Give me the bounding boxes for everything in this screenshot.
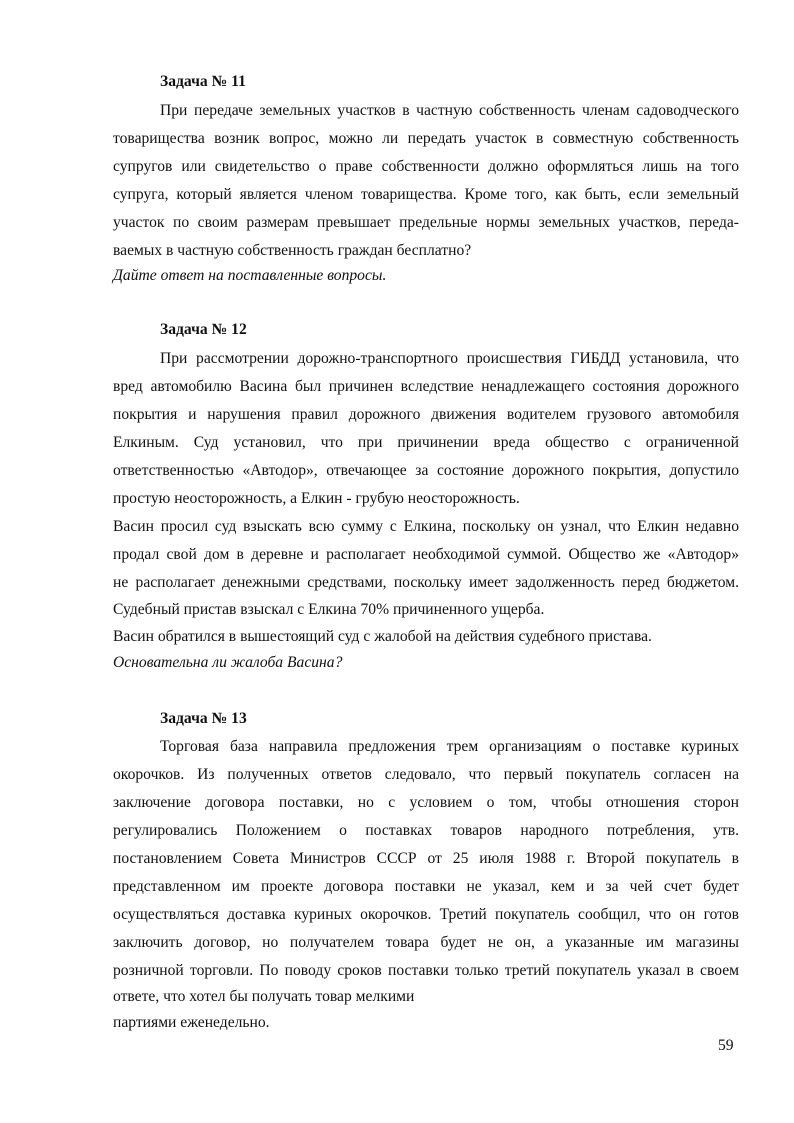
task-13-line: регулировались Положением о поставках товаров народного потребления, утв.	[113, 822, 739, 839]
task-12-line: При рассмотрении дорожно-транспортного происшествия ГИБДД установила, что	[160, 350, 739, 367]
task-13-line: партиями еженедельно.	[113, 1014, 270, 1031]
task-11-line: При передаче земельных участков в частную собственность членам садоводческого	[160, 102, 739, 119]
task-13-line: заключить договор, но получателем товара будет не он, а указанные им магазины	[113, 934, 739, 951]
task-13-line: розничной торговли. По поводу сроков поставки только третий покупатель указал в своем	[113, 962, 739, 979]
task-12-line: Елкиным. Суд установил, что при причинении вреда общество с ограниченной	[113, 434, 739, 451]
task-12-line: продал свой дом в деревне и располагает необходимой суммой. Общество же «Автодор»	[113, 546, 739, 563]
task-12-line: не располагает денежными средствами, поскольку имеет задолженность перед бюджетом.	[113, 574, 739, 591]
task-12-question: Основательна ли жалоба Васина?	[113, 654, 343, 671]
task-12-line: Судебный пристав взыскал с Елкина 70% причиненного ущерба.	[113, 601, 545, 618]
task-13-line: окорочков. Из полученных ответов следовало, что первый покупатель согласен на	[113, 766, 739, 783]
task-13-heading: Задача № 13	[160, 710, 247, 727]
task-12-heading: Задача № 12	[160, 321, 247, 338]
task-12-line: Васин просил суд взыскать всю сумму с Елкина, поскольку он узнал, что Елкин недавно	[113, 518, 739, 535]
task-11-line: товарищества возник вопрос, можно ли передать участок в совместную собственность	[113, 130, 739, 147]
task-13-line: представленном им проекте договора поставки не указал, кем и за чей счет будет	[113, 878, 739, 895]
task-12-line: Васин обратился в вышестоящий суд с жалобой на действия судебного пристава.	[113, 628, 652, 645]
task-11-line: супруга, который является членом товарищества. Кроме того, как быть, если земельный	[113, 186, 739, 203]
task-11-line: участок по своим размерам превышает предельные нормы земельных участков, переда-	[113, 214, 739, 231]
task-13-line: осуществляться доставка куриных окорочков. Третий покупатель сообщил, что он готов	[113, 906, 739, 923]
task-13-line: Торговая база направила предложения трем организациям о поставке куриных	[160, 738, 739, 755]
task-12-line: простую неосторожность, а Елкин - грубую неосторожность.	[113, 490, 520, 507]
task-11-question: Дайте ответ на поставленные вопросы.	[113, 267, 387, 284]
task-13-line: заключение договора поставки, но с условием о том, чтобы отношения сторон	[113, 794, 739, 811]
task-11-line: ваемых в частную собственность граждан бесплатно?	[113, 242, 472, 259]
task-12-line: покрытия и нарушения правил дорожного движения водителем грузового автомобиля	[113, 406, 739, 423]
task-11-heading: Задача № 11	[160, 73, 246, 90]
task-13-line: постановлением Совета Министров СССР от 25 июля 1988 г. Второй покупатель в	[113, 850, 739, 867]
task-12-line: вред автомобилю Васина был причинен вследствие ненадлежащего состояния дорожного	[113, 378, 739, 395]
page-number: 59	[718, 1037, 734, 1054]
task-11-line: супругов или свидетельство о праве собственности должно оформляться лишь на того	[113, 158, 739, 175]
task-12-line: ответственностью «Автодор», отвечающее за состояние дорожного покрытия, допустило	[113, 462, 739, 479]
task-13-line: ответе, что хотел бы получать товар мелкими	[113, 988, 415, 1005]
